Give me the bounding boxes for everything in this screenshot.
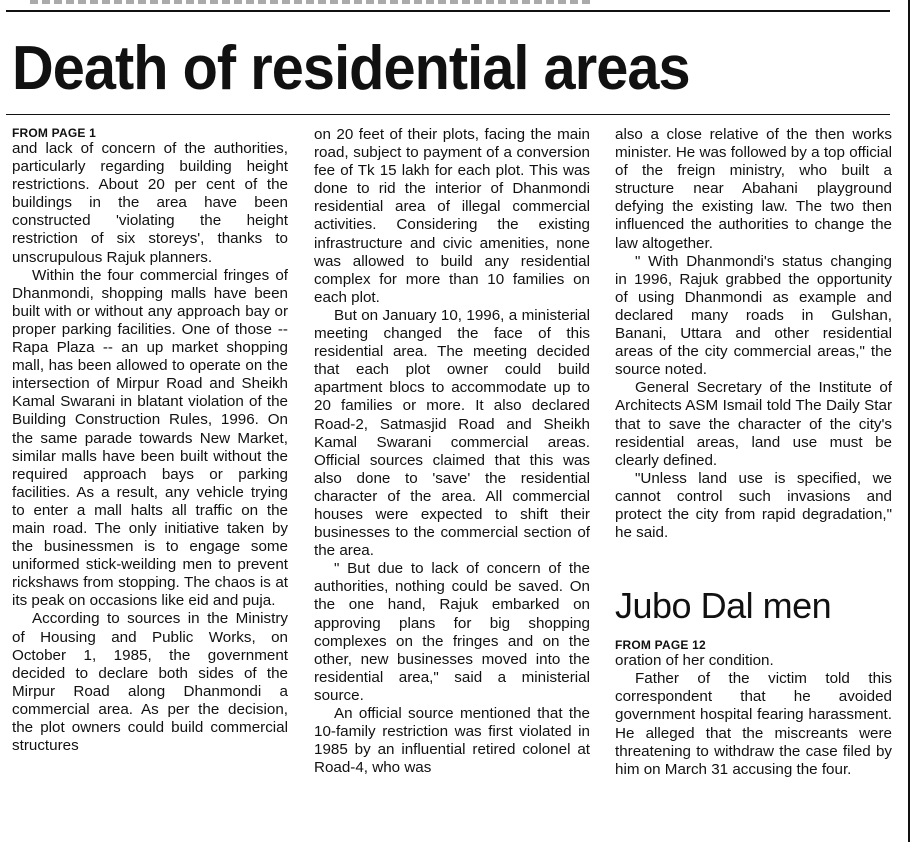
paragraph: " With Dhanmondi's status changing in 1996, Rajuk grabbed the opportunity of using Dhanmondi as example and declared many roads in Gulshan, Banani, Uttara and other residential areas of the city commercial areas," the source noted. [615,252,892,379]
paragraph: Father of the victim told this correspondent that he avoided government hospital fearing harassment. He alleged that the miscreants were threatening to withdraw the case filed by him on March 31 accusing the four. [615,670,892,778]
paragraph: also a close relative of the then works minister. He was followed by a top official of the freign ministry, who built a structure near Abahani playground defying the existing law. The two then influenced the authorities to change the law altogether. [615,126,892,252]
second-story-headline: Jubo Dal men [615,585,832,627]
paragraph: Within the four commercial fringes of Dhanmondi, shopping malls have been built with or without any approach bay or proper parking facilities. One of those -- Rapa Plaza -- an up market shopping mall, has been allowed to operate on the intersection of Mirpur Road and Sheikh Kamal Swarani in blatant violation of the Building Construction Rules, 1996. On the same parade towards New Market, similar malls have been built without the required approach bays or parking facilities. As a result, any vehicle trying to enter a mall halts all traffic on the main road. The only initiative taken by the businessmen is to engage some uniformed stick-weilding men to prevent rickshaws from stopping. The chaos is at its peak on occasions like eid and puja. [12,266,288,610]
column-3 [615,126,892,779]
second-story [615,585,892,779]
paragraph: on 20 feet of their plots, facing the main road, subject to payment of a conversion fee of Tk 15 lakh for each plot. This was done to rid the interior of Dhanmondi residential area of illegal commercial activities. Considering the existing infrastructure and civic amenities, none was allowed to build any residential complex for more than 10 families on each plot. [314,126,590,306]
paragraph: According to sources in the Ministry of Housing and Public Works, on October 1, 1985, the government decided to declare both sides of the Mirpur Road along Dhanmondi a commercial area. As per the decision, the plot owners could build commercial structures [12,610,288,755]
headline-rule [6,114,890,115]
paragraph: But on January 10, 1996, a ministerial meeting changed the face of this residential area. The meeting decided that each plot owner could build apartment blocs to accommodate up to 20 families or more. It also declared Road-2, Satmasjid Road and Sheikh Kamal Swarani commercial areas. Official sources claimed that this was also done to 'save' the residential character of the area. All commercial houses were expected to shift their businesses to the commercial section of the area. [314,306,590,560]
paragraph: " But due to lack of concern of the authorities, nothing could be saved. On the one hand, Rajuk embarked on approving plans for big shopping complexes on the fringes and on the other, new businesses moved into the residential area," said a ministerial source. [314,560,590,704]
top-rule [6,10,890,12]
column-2 [314,126,590,777]
paragraph: oration of her condition. [615,652,774,670]
paragraph: General Secretary of the Institute of Architects ASM Ismail told The Daily Star that to save the character of the city's residential areas, land use must be clearly defined. [615,379,892,469]
paragraph: and lack of concern of the authorities, particularly regarding building height restrictions. About 20 per cent of the buildings in the area have been constructed 'violating the height restriction of six storeys', thanks to unscrupulous Rajuk planners. [12,140,288,266]
clipped-header-strip [30,0,590,4]
main-headline: Death of residential areas [12,34,690,103]
column-1 [12,126,288,755]
jump-label: FROM PAGE 1 [12,126,96,140]
paragraph: An official source mentioned that the 10-family restriction was first violated in 1985 by an influential retired colonel at Road-4, who was [314,705,590,777]
paragraph: "Unless land use is specified, we cannot control such invasions and protect the city from rapid degradation," he said. [615,469,892,542]
jump-label: FROM PAGE 12 [615,638,706,653]
right-border [908,0,910,842]
